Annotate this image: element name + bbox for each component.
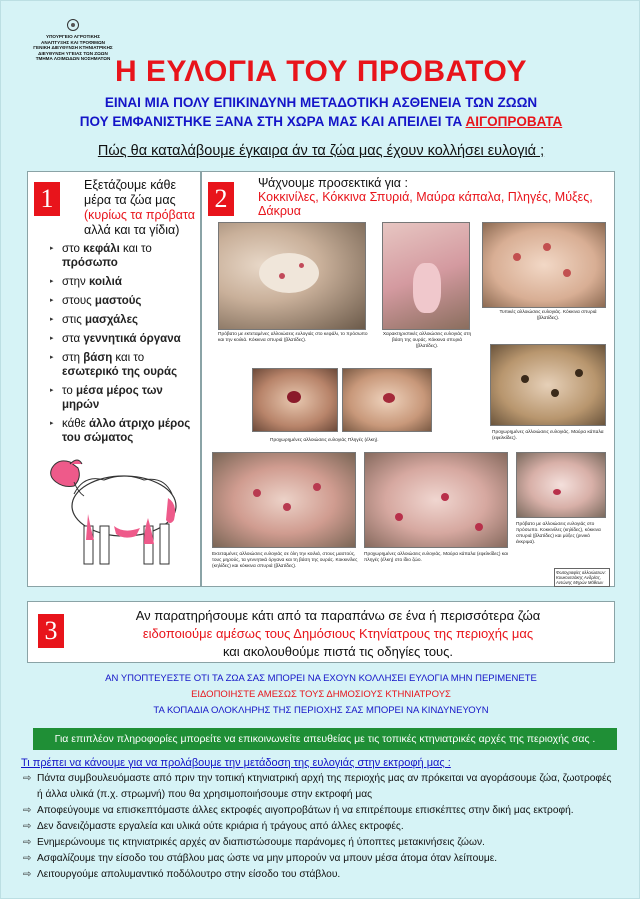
warning-line1: ΑΝ ΥΠΟΠΤΕΥΕΣΤΕ ΟΤΙ ΤΑ ΖΩΑ ΣΑΣ ΜΠΟΡΕΙ ΝΑ ΕΧΟΥΝ ΚΟΛΛΗΣΕΙ ΕΥΛΟΓΙΑ ΜΗΝ ΠΕΡΙΜΕΝΕΤΕ — [105, 673, 537, 684]
photo-caption: Χαρακτηριστικές αλλοιώσεις ευλογιάς στη βάση της ουράς. Κόκκινα σπυριά (βλατίδες). — [382, 332, 472, 349]
sheep-diagram-icon — [44, 454, 184, 574]
step-number: 3 — [38, 614, 64, 648]
ministry-line: ΑΝΑΠΤΥΞΗΣ ΚΑΙ ΤΡΟΦΙΜΩΝ — [41, 39, 105, 45]
poster-title: Η ΕΥΛΟΓΙΑ ΤΟΥ ΠΡΟΒΑΤΟΥ — [115, 55, 527, 88]
panel-symptom-photos — [201, 171, 615, 587]
prevention-rule: ⇨ Ασφαλίζουμε την είσοδο του στάβλου μας ώστε να μην μπορούν να μπουν μέσα άτομα όταν λείπουμε. — [23, 851, 623, 867]
photo-credit: Φωτογραφίες αλλοιώσεων: Κουκουτσάκης Ανδρέας, Αντώνης Μηρών Μάθεων — [554, 568, 610, 587]
photo-caption: Προχωρημένες αλλοιώσεις ευλογιάς. Μαύρα κάπαλα (εφελκίδες) και πληγές (έλκη) στο ίδιο ζώο. — [364, 552, 508, 563]
prevention-title: Τι πρέπει να κάνουμε για να προλάβουμε την μετάδοση της ευλογιάς στην εκτροφή μας : — [21, 757, 451, 769]
list-item: ▸ το μέσα μέρος των μηρών — [50, 384, 200, 412]
panel1-heading — [84, 178, 202, 238]
photo-scabs — [490, 344, 606, 426]
list-item: ▸ στο κεφάλι και το πρόσωπο — [50, 242, 200, 270]
list-item: ▸ στα γεννητικά όργανα — [50, 332, 200, 346]
arrow-right-icon: ⇨ — [23, 869, 32, 880]
ministry-line: ΔΙΕΥΘΥΝΣΗ ΥΓΕΙΑΣ ΤΩΝ ΖΩΩΝ — [38, 50, 108, 56]
panel-inspection-areas — [27, 171, 201, 587]
list-item: ▸ στις μασχάλες — [50, 313, 200, 327]
main-question: Πώς θα καταλάβουμε έγκαιρα άν τα ζώα μας έχουν κολλήσει ευλογιά ; — [97, 143, 545, 159]
prevention-rule: ⇨ Πάντα συμβουλευόμαστε από πριν την τοπική κτηνιατρική αρχή της περιοχής μας αν πρόκειται να αγοράσουμε ζώα, ζωοτροφές — [23, 771, 623, 787]
symptom-list: Κοκκινίλες, Κόκκινα Σπυριά, Μαύρα κάπαλα, Πληγές, Μύξες, Δάκρυα — [258, 190, 593, 218]
photo-caption: Προχωρημένες αλλοιώσεις ευλογιάς Πληγές (έλκη). — [270, 438, 379, 443]
panel2-heading: Ψάχνουμε προσεκτικά για : — [258, 176, 408, 190]
prevention-rule-continued: ή άλλα υλικά (π.χ. στρωμνή) που θα χρησιμοποιήσουμε στην εκτροφή μας — [37, 789, 373, 800]
photo-belly — [212, 452, 356, 548]
report-line3: και ακολουθούμε πιστά τις οδηγίες τους. — [222, 644, 454, 659]
panel-report — [27, 601, 615, 663]
step-number: 1 — [34, 182, 60, 216]
panel1-heading-b: (κυρίως τα πρόβατα — [84, 208, 195, 222]
ministry-line: ΤΜΗΜΑ ΛΟΙΜΩΔΩΝ ΝΟΣΗΜΑΤΩΝ — [35, 56, 111, 62]
photo-tail-base — [382, 222, 470, 330]
prevention-rule: ⇨ Ενημερώνουμε τις κτηνιατρικές αρχές αν διαπιστώσουμε παράνομες ή ύποπτες μετακινήσεις ζώων. — [23, 835, 623, 851]
ministry-line: ΥΠΟΥΡΓΕΙΟ ΑΓΡΟΤΙΚΗΣ — [46, 34, 100, 39]
info-bar: Για επιπλέον πληροφορίες μπορείτε να επικοινωνείτε απευθείας με τις τοπικές κτηνιατρικές αρχές της περιοχής σας . — [33, 728, 617, 750]
ministry-line: ΓΕΝΙΚΗ ΔΙΕΥΘΥΝΣΗ ΚΤΗΝΙΑΤΡΙΚΗΣ — [33, 45, 113, 51]
subtitle-highlight: ΑΙΓΟΠΡΟΒΑΤΑ — [465, 114, 563, 129]
photo-ulcer-1 — [252, 368, 338, 432]
panel1-heading-c: αλλά και τα γίδια) — [84, 223, 180, 237]
warning-line3: ΤΑ ΚΟΠΑΔΙΑ ΟΛΟΚΛΗΡΗΣ ΤΗΣ ΠΕΡΙΟΧΗΣ ΣΑΣ ΜΠΟΡΕΙ ΝΑ ΚΙΝΔΥΝΕΥΟΥΝ — [153, 705, 489, 716]
subtitle-line1: ΕΙΝΑΙ ΜΙΑ ΠΟΛΥ ΕΠΙΚΙΝΔΥΝΗ ΜΕΤΑΔΟΤΙΚΗ ΑΣΘΕΝΕΙΑ ΤΩΝ ΖΩΩΝ — [104, 95, 538, 110]
subtitle-line2 — [1, 114, 640, 129]
subtitle-line2-text: ΠΟΥ ΕΜΦΑΝΙΣΤΗΚΕ ΞΑΝΑ ΣΤΗ ΧΩΡΑ ΜΑΣ ΚΑΙ ΑΠΕΙΛΕΙ ΤΑ — [79, 114, 466, 129]
photo-caption: Τυπικές αλλοιώσεις ευλογιάς. Κόκκινα σπυριά (βλατίδες). — [499, 310, 597, 321]
list-item: ▸ κάθε άλλο άτριχο μέρος του σώματος — [50, 417, 200, 445]
prevention-rule: ⇨ Δεν δανειζόμαστε εργαλεία και υλικά ούτε κριάρια ή τράγους από άλλες εκτροφές. — [23, 819, 623, 835]
step-number: 2 — [208, 182, 234, 216]
photo-caption: Προχωρημένες αλλοιώσεις ευλογιάς. Μαύρα κάπαλα (εφελκίδες). — [492, 430, 604, 441]
panel1-heading-a: Εξετάζουμε κάθε μέρα τα ζώα μας — [84, 178, 177, 207]
report-line1: Αν παρατηρήσουμε κάτι από τα παραπάνω σε ένα ή περισσότερα ζώα — [135, 608, 541, 623]
photo-caption: Πρόβατο με εκτεταμένες αλλοιώσεις ευλογιάς στο κεφάλι, το πρόσωπο και την κοιλιά. Κόκκινα σπυριά (βλατίδες). — [218, 332, 368, 343]
arrow-right-icon: ⇨ — [23, 837, 32, 848]
photo-face-nasal — [516, 452, 606, 518]
report-line2: ειδοποιούμε αμέσως τους Δημόσιους Κτηνίατρους της περιοχής μας — [142, 626, 534, 641]
inspection-area-list — [50, 242, 200, 450]
greek-emblem-icon — [67, 19, 79, 31]
list-item: ▸ στους μαστούς — [50, 294, 200, 308]
arrow-right-icon: ⇨ — [23, 805, 32, 816]
photo-papules — [482, 222, 606, 308]
photo-scabs-ulcers — [364, 452, 508, 548]
arrow-right-icon: ⇨ — [23, 821, 32, 832]
prevention-rule: ⇨ Αποφεύγουμε να επισκεπτόμαστε άλλες εκτροφές αιγοπροβάτων ή να επιτρέπουμε επισκέπτες στην δική μας εκτροφή. — [23, 803, 623, 819]
photo-ulcer-2 — [342, 368, 432, 432]
arrow-right-icon: ⇨ — [23, 773, 32, 784]
photo-sheep-head — [218, 222, 366, 330]
prevention-rule: ⇨ Λειτουργούμε απολυμαντικό ποδόλουτρο στην είσοδο του στάβλου. — [23, 867, 623, 883]
list-item: ▸ στη βάση και το εσωτερικό της ουράς — [50, 351, 200, 379]
photo-caption: Εκτεταμένες αλλοιώσεις ευλογιάς σε όλη την κοιλιά, στους μαστούς, τους μηρούς, τα γεννητικά όργανα και τη βάση της ουράς. Κοκκινίλες (κηλίδες) και κόκκινα σπυριά (βλατίδες). — [212, 552, 358, 569]
list-item: ▸ στην κοιλιά — [50, 275, 200, 289]
warning-line2: ΕΙΔΟΠΟΙΗΣΤΕ ΑΜΕΣΩΣ ΤΟΥΣ ΔΗΜΟΣΙΟΥΣ ΚΤΗΝΙΑΤΡΟΥΣ — [191, 689, 451, 700]
arrow-right-icon: ⇨ — [23, 853, 32, 864]
photo-caption: Πρόβατο με αλλοιώσεις ευλογιάς στο πρόσωπο. Κοκκινίλες (κηλίδες), κόκκινα σπυριά (βλατίδες) και μύξες (ρινικό έκκριμα). — [516, 522, 601, 545]
